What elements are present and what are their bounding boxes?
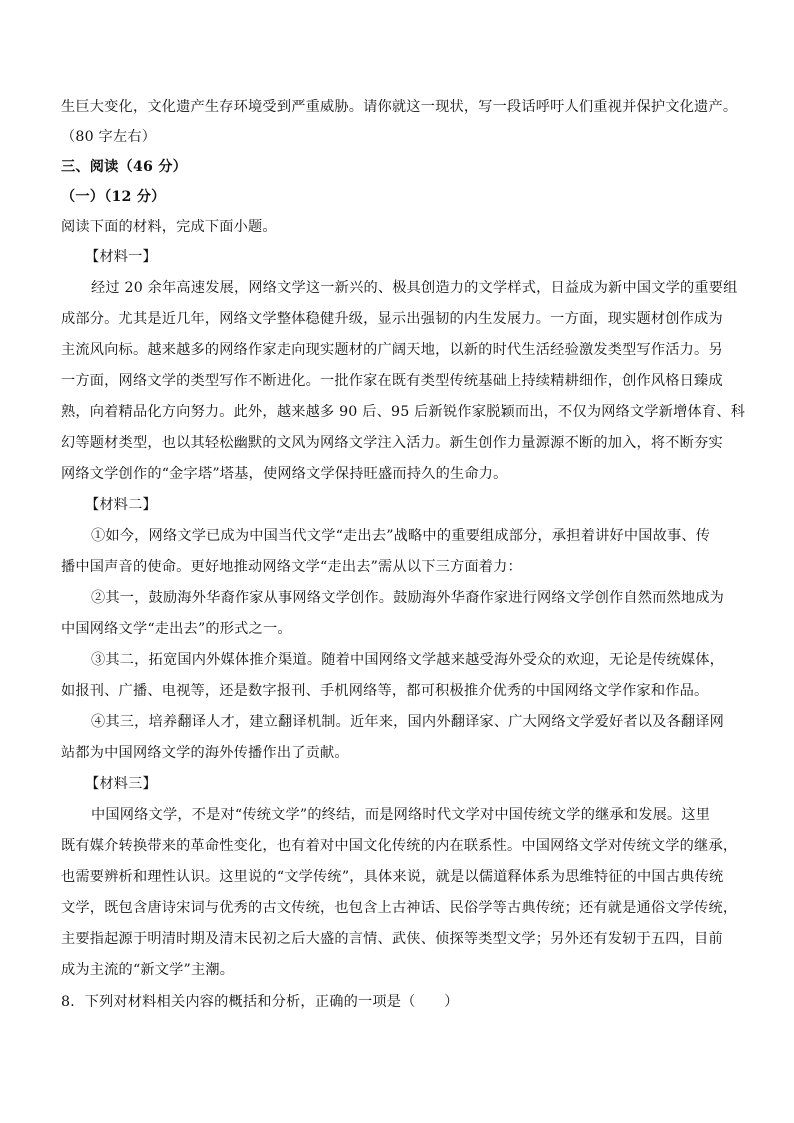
material-3-line: 也需要辨析和理性认识。这里说的“文学传统”，具体来说，就是以儒道释体系为思维特征的中国古典传统 — [61, 869, 724, 885]
material-1-line: 网络文学创作的“金字塔”塔基，使网络文学保持旺盛而持久的生命力。 — [61, 466, 508, 482]
subsection-heading: （一）（12 分） — [61, 189, 166, 205]
material-2-line: 如报刊、广播、电视等，还是数字报刊、手机网络等，都可积极推介优秀的中国网络文学作家和作品。 — [61, 683, 709, 699]
question-8: 8．下列对材料相关内容的概括和分析，正确的一项是（ ） — [61, 994, 459, 1010]
intro-line-1: 生巨大变化，文化遗产生存环境受到严重威胁。请你就这一现状，写一段话呼吁人们重视并保护文化遗产。 — [61, 99, 738, 115]
material-2-line: ③其二，拓宽国内外媒体推介渠道。随着中国网络文学越来越受海外受众的欢迎，无论是传统媒体， — [91, 652, 725, 668]
exam-page — [61, 96, 746, 1013]
material-2-line: ④其三，培养翻译人才，建立翻译机制。近年来，国内外翻译家、广大网络文学爱好者以及各翻译网 — [91, 714, 725, 730]
material-2-line: 中国网络文学“走出去”的形式之一。 — [61, 621, 292, 637]
material-3-line: 文学，既包含唐诗宋词与优秀的古文传统，也包含上古神话、民俗学等古典传统；还有就是通俗文学传统， — [61, 900, 738, 916]
material-3-line: 成为主流的“新文学”主潮。 — [61, 962, 235, 978]
section-heading: 三、阅读（46 分） — [61, 159, 187, 175]
material-1-line: 成部分。尤其是近几年，网络文学整体稳健升级，显示出强韧的内生发展力。一方面，现实题材创作成为 — [61, 311, 723, 327]
material-1-line: 熟，向着精品化方向努力。此外，越来越多 90 后、95 后新锐作家脱颖而出，不仅为网络文学新增体育、科 — [61, 404, 746, 420]
material-3-line: 既有媒介转换带来的革命性变化，也有着对中国文化传统的内在联系性。中国网络文学对传统文学的继承， — [61, 838, 738, 854]
material-2-line: ①如今，网络文学已成为中国当代文学“走出去”战略中的重要组成部分，承担着讲好中国故事、传 — [91, 528, 711, 544]
material-1-line: 一方面，网络文学的类型写作不断进化。一批作家在既有类型传统基础上持续精耕细作，创作风格日臻成 — [61, 373, 723, 389]
intro-line-2: （80 字左右） — [61, 129, 157, 145]
material-3-title: 【材料三】 — [85, 776, 157, 792]
material-1 — [61, 246, 746, 485]
material-1-title: 【材料一】 — [85, 249, 157, 265]
material-1-line: 主流风向标。越来越多的网络作家走向现实题材的广阔天地，以新的时代生活经验激发类型写作活力。另 — [61, 342, 723, 358]
material-2-line: 播中国声音的使命。更好地推动网络文学“走出去”需从以下三方面着力： — [61, 559, 522, 575]
material-2-line: 站都为中国网络文学的海外传播作出了贡献。 — [61, 745, 349, 761]
material-2 — [61, 494, 737, 764]
material-3 — [61, 773, 737, 981]
material-2-line: ②其一，鼓励海外华裔作家从事网络文学创作。鼓励海外华裔作家进行网络文学创作自然而然地成为 — [91, 590, 725, 606]
material-1-line: 经过 20 余年高速发展，网络文学这一新兴的、极具创造力的文学样式，日益成为新中国文学的重要组 — [91, 280, 738, 296]
material-3-line: 主要指起源于明清时期及清末民初之后大盛的言情、武侠、侦探等类型文学；另外还有发轫于五四，目前 — [61, 931, 723, 947]
material-3-line: 中国网络文学，不是对“传统文学”的终结，而是网络时代文学对中国传统文学的继承和发展。这里 — [91, 807, 711, 823]
material-2-title: 【材料二】 — [85, 497, 157, 513]
instruction: 阅读下面的材料，完成下面小题。 — [61, 219, 277, 235]
material-1-line: 幻等题材类型，也以其轻松幽默的文风为网络文学注入活力。新生创作力量源源不断的加入，将不断夯实 — [61, 435, 723, 451]
